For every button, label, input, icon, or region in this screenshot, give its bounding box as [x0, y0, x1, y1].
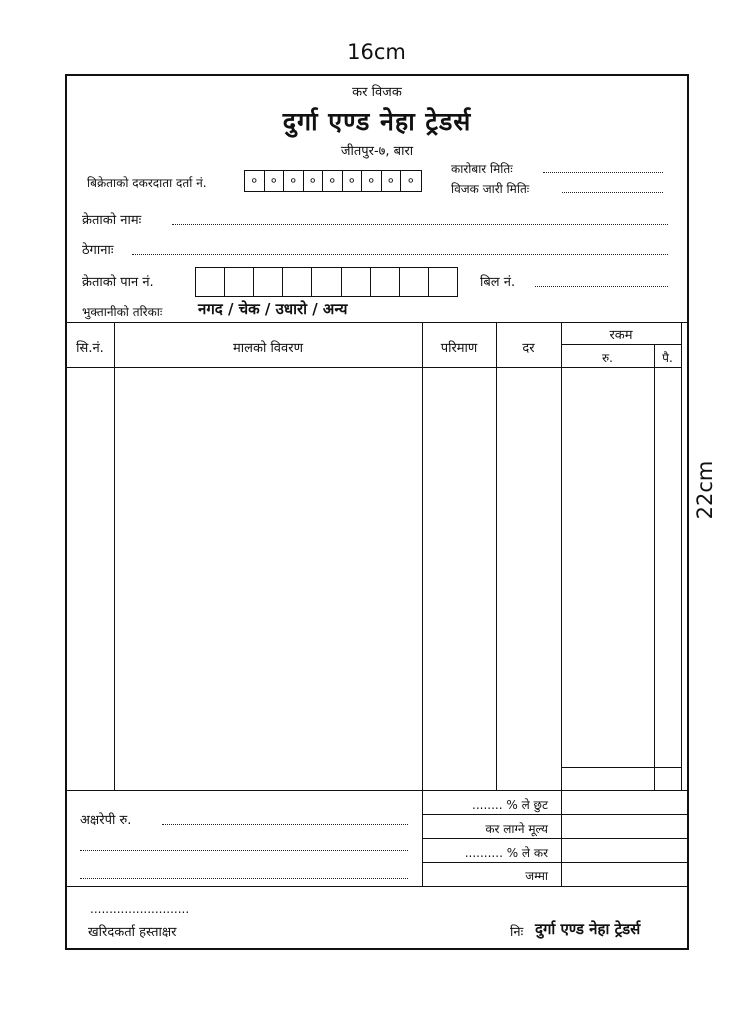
taxable-amount-label: कर लाग्ने मूल्य — [485, 822, 548, 836]
col-sn-divider — [114, 322, 115, 790]
payment-method-options: नगद / चेक / उधारो / अन्य — [198, 300, 348, 318]
amount-in-words-line-1 — [162, 824, 408, 825]
buyer-signature-label: खरिदकर्ता हस्ताक्षर — [88, 925, 177, 940]
table-header-bottom-line — [66, 367, 682, 368]
bill-no-line — [535, 286, 668, 287]
amount-split-line — [561, 344, 681, 345]
transaction-date-line — [543, 172, 663, 173]
transaction-date-label: कारोबार मितिः — [451, 162, 513, 176]
totals-bottom-line — [66, 886, 688, 887]
buyer-address-line — [132, 254, 668, 255]
buyer-signature-dots: .......................... — [90, 902, 190, 916]
reg-digit: ० — [245, 171, 265, 191]
amount-in-words-line-2 — [80, 850, 408, 851]
reg-digit: ० — [407, 174, 414, 187]
buyer-name-line — [172, 224, 668, 225]
reg-digit: ० — [343, 171, 363, 191]
reg-digit: ० — [362, 171, 382, 191]
company-address: जीतपुर-७, बारा — [340, 144, 414, 159]
footer-company-name: दुर्गा एण्ड नेहा ट्रेडर्स — [535, 920, 641, 938]
invoice-date-line — [562, 192, 663, 193]
reg-digit: ० — [323, 171, 343, 191]
totals-line-2 — [422, 838, 688, 839]
col-qty-divider — [496, 322, 497, 790]
amount-in-words-line-3 — [80, 878, 408, 879]
header-paisa: पै. — [662, 351, 673, 365]
invoice-subtitle: कर विजक — [352, 85, 402, 100]
header-quantity: परिमाण — [440, 341, 478, 356]
for-label: निः — [510, 925, 524, 940]
header-description: मालको विवरण — [233, 341, 303, 356]
amount-in-words-label: अक्षरेपी रु. — [80, 813, 132, 828]
totals-line-3 — [422, 862, 688, 863]
height-dimension-label: 22cm — [693, 460, 717, 520]
reg-digit: ० — [304, 171, 324, 191]
table-right-border — [681, 322, 682, 790]
col-rate-divider — [561, 322, 562, 886]
table-top-line — [66, 322, 688, 323]
discount-label: ........ % ले छुट — [472, 798, 548, 812]
bill-no-label: बिल नं. — [480, 275, 516, 290]
reg-digit: ० — [265, 171, 285, 191]
reg-digit: ० — [382, 171, 402, 191]
seller-tax-reg-label: बिक्रेताको दकरदाता दर्ता नं. — [87, 176, 207, 190]
header-rate: दर — [522, 341, 535, 356]
reg-digit: ० — [284, 171, 304, 191]
company-name: दुर्गा एण्ड नेहा ट्रेडर्स — [282, 107, 472, 136]
table-body-bottom-line — [66, 790, 688, 791]
tax-label: .......... % ले कर — [464, 846, 548, 860]
totals-line-1 — [422, 814, 688, 815]
grand-total-label: जम्मा — [525, 869, 548, 883]
seller-tax-reg-boxes — [244, 170, 422, 192]
col-rupee-divider — [654, 344, 655, 790]
header-sn: सि.नं. — [76, 341, 104, 356]
invoice-date-label: विजक जारी मितिः — [451, 182, 530, 196]
invoice-frame — [65, 74, 689, 950]
buyer-pan-label: क्रेताको पान नं. — [82, 275, 154, 290]
buyer-address-label: ठेगानाः — [82, 243, 114, 258]
width-dimension-label: 16cm — [347, 40, 406, 64]
payment-method-label: भुक्तानीको तरिकाः — [82, 305, 163, 319]
header-rupees: रु. — [602, 351, 613, 365]
header-amount: रकम — [609, 328, 633, 343]
buyer-name-label: क्रेताको नामः — [82, 213, 142, 228]
amount-subtotal-line — [561, 767, 682, 768]
buyer-pan-boxes — [195, 267, 458, 297]
